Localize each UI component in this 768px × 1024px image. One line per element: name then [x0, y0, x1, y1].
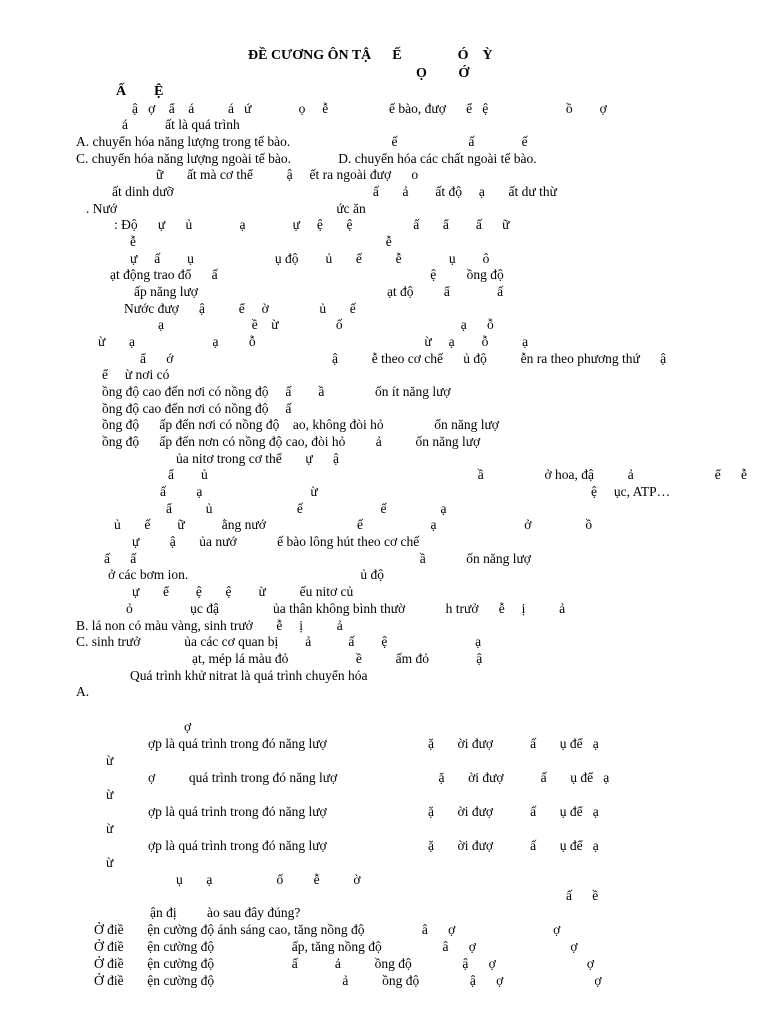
text-line: ẩ ủ ầ ở hoa, đậ ả ể ễ	[168, 467, 747, 482]
question-line: ợ	[184, 719, 192, 734]
question-line: ận đị ào sau đây đúng?	[150, 905, 301, 920]
text-line: ạ ề ừ ố ạ ỗ	[158, 317, 494, 332]
answer-option: ồng độ cao đến nơi có nồng độ ấ ầ ốn ít năng lượ	[102, 384, 451, 399]
question-line: ữ ất mà cơ thể ậ ết ra ngoài đượ o	[156, 167, 419, 182]
answer-option: ợp là quá trình trong đó năng lượ ặ ời đượ ấ ụ để ạ	[148, 804, 599, 819]
document-title: ĐỀ CƯƠNG ÔN TẬ Ế Ó Ỳ	[248, 48, 493, 63]
answer-option: ợ quá trình trong đó năng lượ ặ ời đượ ấ ụ để ạ	[148, 770, 610, 785]
text-line: : Độ ự ủ ạ ự ệ ệ ấ ẩ ấ ữ	[114, 217, 510, 232]
answer-option: ồng độ cao đến nơi có nồng độ ấ	[102, 401, 292, 416]
answer-option-a: A. chuyển hóa năng lượng trong tế bào. ế ấ ế	[76, 134, 528, 149]
answer-option: ồng độ ấp đến nơn có nồng độ cao, đòi hỏ ả ốn năng lượ	[102, 434, 481, 449]
answer-option-c: C. sinh trưở ủa các cơ quan bị ả ấ ệ ạ	[76, 634, 482, 649]
answer-option: ồng độ ấp đến nơi có nồng độ ao, không đòi hỏ ốn năng lượ	[102, 417, 499, 432]
question-line: ự ể ệ ệ ừ ếu nitơ củ	[132, 584, 354, 599]
section-heading: Ấ Ệ	[116, 84, 164, 99]
question-line: ụ ạ ố ễ ờ	[176, 872, 361, 887]
text-line: ừ	[106, 821, 114, 836]
text-line: ấ ề	[566, 888, 599, 903]
answer-option-b: B. lá non có màu vàng, sinh trưở ễ ị ả	[76, 618, 343, 633]
question-line: ẩ ớ ậ ễ theo cơ chế ủ độ ễn ra theo phương thứ ậ	[140, 351, 667, 366]
answer-option: ạt, mép lá màu đỏ ề ấm đỏ ậ	[192, 651, 483, 666]
text-line: ể ừ nơi có	[102, 367, 170, 382]
text-line: ễ ễ	[130, 234, 392, 249]
document-subtitle: Ọ Ớ	[416, 66, 470, 81]
answer-option: ợp là quá trình trong đó năng lượ ặ ời đượ ấ ụ để ạ	[148, 736, 599, 751]
text-line: ấp năng lượ ạt độ ẩ ấ	[134, 284, 504, 299]
text-line: ạt động trao đổ ấ ệ ồng độ	[110, 267, 504, 282]
text-line: ấ ấ ầ ốn năng lượ	[104, 551, 531, 566]
answer-option: ợp là quá trình trong đó năng lượ ặ ời đượ ấ ụ để ạ	[148, 838, 599, 853]
question-line: Nước đượ ậ ể ờ ủ ế	[124, 301, 356, 316]
text-line: á ất là quá trình	[122, 117, 240, 132]
text-line: ất dinh dưỡ ấ ả ất độ ạ ất dư thừ	[112, 184, 557, 199]
question-line: Quá trình khử nitrat là quá trình chuyển hóa	[130, 668, 368, 683]
answer-option: Ở điề ện cường độ ánh sáng cao, tăng nồng độ â ợ ợ	[94, 922, 561, 937]
text-line: ự ậ ủa nướ ế bào lông hút theo cơ chế	[132, 534, 420, 549]
text-line: ừ ạ ạ ỗ ừ ạ ỗ ạ	[98, 334, 529, 349]
answer-option: Ở điề ện cường độ ả ồng độ ậ ợ ợ	[94, 973, 602, 988]
text-line: ự ấ ụ ụ độ ủ ế ễ ụ ô	[130, 251, 490, 266]
question-line: ủ ế ữ ằng nướ ế ạ ở ồ	[114, 517, 593, 532]
answer-option-c-d: C. chuyển hóa năng lượng ngoài tế bào. D. chuyển hóa các chất ngoài tế bào.	[76, 151, 537, 166]
answer-option-a: A.	[76, 684, 90, 699]
text-line: ẩ ủ ế ế ạ	[166, 501, 447, 516]
text-line: ấ ạ ừ ệ ục, ATP…	[160, 484, 671, 499]
text-line: ậ ợ ẩ á á ứ ọ ễ ế bào, đượ ể ệ ồ ợ	[132, 101, 607, 116]
text-line: . Nướ ức ăn	[86, 201, 366, 216]
answer-option: ỏ ục đậ ủa thân không bình thườ h trưở ễ ị ả	[126, 601, 566, 616]
text-line: ừ	[106, 787, 114, 802]
text-line: ừ	[106, 753, 114, 768]
text-line: ở các bơm ion. ủ độ	[108, 567, 385, 582]
question-line: ủa nitơ trong cơ thể ự ậ	[176, 451, 339, 466]
answer-option: Ở điề ện cường độ ấ ả ồng độ ậ ợ ợ	[94, 956, 595, 971]
answer-option: Ở điề ện cường độ ấp, tăng nồng độ â ợ ợ	[94, 939, 578, 954]
text-line: ừ	[106, 855, 114, 870]
